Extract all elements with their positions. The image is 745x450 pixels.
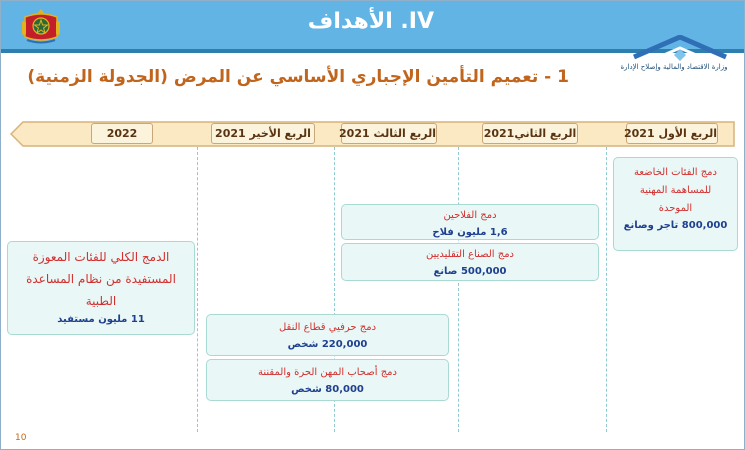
goal-title: دمج الفلاحين bbox=[443, 210, 497, 221]
ministry-logo-icon bbox=[624, 35, 736, 81]
goal-value: 11 مليون مستفيد bbox=[57, 314, 145, 325]
goal-value: 80,000 شخص bbox=[291, 384, 364, 395]
quarter-label-q2: الربع الثاني2021 bbox=[482, 123, 578, 144]
goal-value: 1,6 مليون فلاح bbox=[432, 227, 508, 238]
slide-title: IV. الأهداف bbox=[307, 9, 434, 34]
page-number: 10 bbox=[15, 433, 27, 443]
quarter-label-q1: الربع الأول 2021 bbox=[626, 123, 718, 144]
timeline-separator bbox=[606, 147, 607, 432]
goal-title: دمج الفئات الخاضعة للمساهمة المهنية الموحدة bbox=[634, 167, 717, 214]
goal-box-q4-professions bbox=[206, 359, 449, 401]
goal-title: الدمج الكلي للفئات المعوزة المستفيدة من نظام المساعدة الطبية bbox=[26, 250, 176, 308]
timeline-separator bbox=[458, 147, 459, 432]
goal-box-q3-farmers bbox=[341, 204, 599, 240]
goal-title: دمج الصناع التقليديين bbox=[425, 249, 515, 260]
goal-box-q1 bbox=[613, 157, 738, 251]
goal-value: 500,000 صانع bbox=[433, 266, 507, 277]
ministry-name: وزارة الاقتصاد والمالية وإصلاح الإدارة bbox=[620, 63, 728, 71]
goal-value: 800,000 تاجر وصانع bbox=[623, 220, 728, 231]
goal-title: دمج حرفيي قطاع النقل bbox=[278, 322, 377, 333]
quarter-label-q3: الربع الثالث 2021 bbox=[341, 123, 437, 144]
coat-of-arms-emblem bbox=[19, 7, 63, 45]
goal-box-2022 bbox=[7, 241, 195, 335]
goal-box-q3-artisans bbox=[341, 243, 599, 281]
timeline-separator bbox=[197, 147, 198, 432]
goal-title: دمج أصحاب المهن الحرة والمقننة bbox=[258, 367, 397, 378]
goal-value: 220,000 شخص bbox=[287, 339, 368, 350]
section-heading: 1 - تعميم التأمين الإجباري الأساسي عن المرض (الجدولة الزمنية) bbox=[27, 67, 569, 87]
quarter-label-q4: الربع الأخير 2021 bbox=[211, 123, 315, 144]
quarter-label-2022: 2022 bbox=[91, 123, 153, 144]
goal-box-q4-transport bbox=[206, 314, 449, 356]
